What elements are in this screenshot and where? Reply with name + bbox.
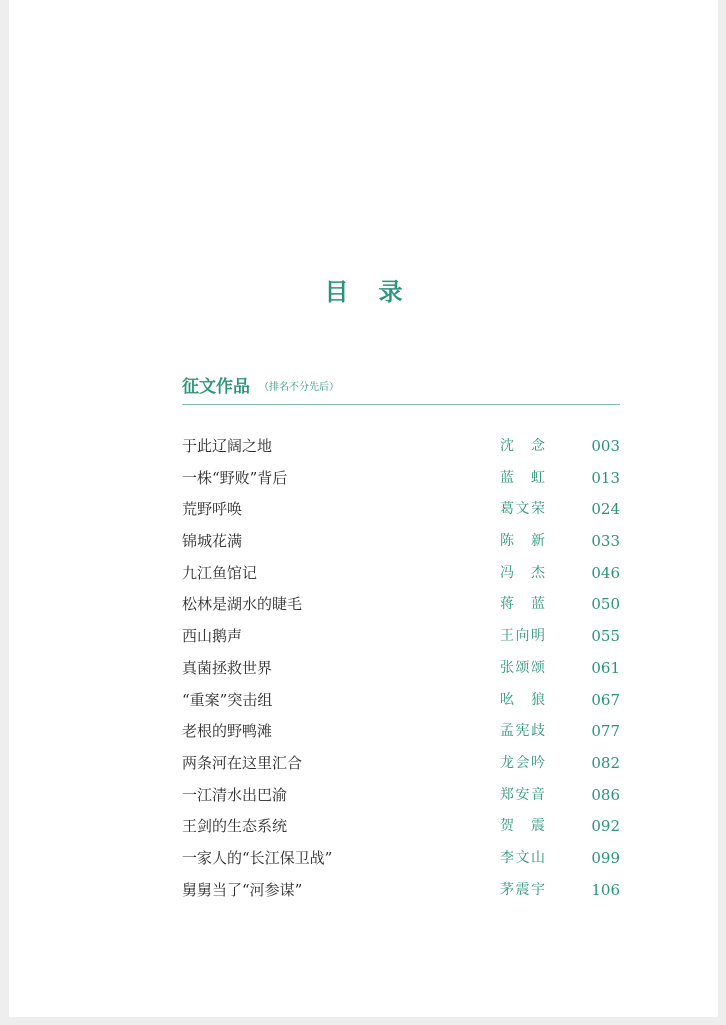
entry-author: 张颂颂 <box>500 659 546 676</box>
entry-author: 陈新 <box>500 533 546 550</box>
toc-entry[interactable] <box>182 496 620 528</box>
toc-entry[interactable] <box>182 623 620 655</box>
entry-title: 真菌拯救世界 <box>182 658 273 677</box>
toc-entry[interactable] <box>182 465 620 497</box>
entry-page: 077 <box>591 722 620 741</box>
entry-title: 九江鱼馆记 <box>182 563 258 582</box>
entry-author: 郑安音 <box>500 786 546 803</box>
entry-author: 李文山 <box>500 849 546 866</box>
entry-title: 老根的野鸭滩 <box>182 722 273 741</box>
entry-page: 046 <box>591 563 620 582</box>
entry-title: 荒野呼唤 <box>182 500 243 519</box>
toc-entry[interactable] <box>182 750 620 782</box>
entry-title: 一株“野败”背后 <box>182 468 288 487</box>
entry-page: 099 <box>591 848 620 867</box>
entry-page: 067 <box>591 690 620 709</box>
entry-page: 003 <box>591 437 620 455</box>
entry-page: 106 <box>591 880 620 899</box>
entry-title: 锦城花满 <box>182 532 243 551</box>
section-title: 征文作品 <box>182 377 250 397</box>
toc-entry[interactable] <box>182 813 620 845</box>
entry-author: 吆狼 <box>500 691 546 708</box>
entry-author: 孟宪歧 <box>500 723 546 740</box>
entry-title: 松林是湖水的睫毛 <box>182 595 303 614</box>
book-page <box>9 0 718 1017</box>
section-header <box>182 372 620 405</box>
entry-title: 两条河在这里汇合 <box>182 753 303 772</box>
toc-entry[interactable] <box>182 687 620 719</box>
entry-page: 092 <box>591 817 620 836</box>
toc-entry[interactable] <box>182 845 620 877</box>
toc-entry[interactable] <box>182 877 620 909</box>
entry-page: 013 <box>591 468 620 487</box>
entry-title: “重案”突击组 <box>182 690 273 709</box>
entry-title: 一家人的“长江保卫战” <box>182 848 333 867</box>
toc-list <box>182 433 620 908</box>
contents-heading <box>9 272 718 307</box>
entry-page: 086 <box>591 785 620 804</box>
entry-author: 龙会吟 <box>500 754 546 771</box>
entry-author: 蒋蓝 <box>500 596 546 613</box>
toc-entry[interactable] <box>182 655 620 687</box>
heading-char-right: 录 <box>378 277 403 306</box>
entry-title: 西山鹅声 <box>182 627 243 646</box>
section-note: （排名不分先后） <box>259 382 339 393</box>
entry-page: 024 <box>591 500 620 519</box>
entry-title: 舅舅当了“河参谋” <box>182 880 303 899</box>
entry-page: 055 <box>591 627 620 646</box>
toc-entry[interactable] <box>182 528 620 560</box>
entry-author: 冯杰 <box>500 564 546 581</box>
entry-author: 王向明 <box>500 628 546 645</box>
toc-entry[interactable] <box>182 718 620 750</box>
entry-title: 王剑的生态系统 <box>182 817 288 836</box>
entry-author: 茅震宇 <box>500 881 546 898</box>
entry-page: 061 <box>591 658 620 677</box>
entry-title: 于此辽阔之地 <box>182 437 273 455</box>
entry-page: 033 <box>591 532 620 551</box>
entry-author: 贺震 <box>500 818 546 835</box>
entry-page: 082 <box>591 753 620 772</box>
heading-char-left: 目 <box>324 277 349 306</box>
entry-title: 一江清水出巴渝 <box>182 785 288 804</box>
toc-entry[interactable] <box>182 560 620 592</box>
toc-entry[interactable] <box>182 782 620 814</box>
entry-author: 蓝虹 <box>500 469 546 486</box>
toc-entry[interactable] <box>182 433 620 465</box>
entry-page: 050 <box>591 595 620 614</box>
toc-entry[interactable] <box>182 591 620 623</box>
entry-author: 沈念 <box>500 438 546 454</box>
entry-author: 葛文荣 <box>500 501 546 518</box>
